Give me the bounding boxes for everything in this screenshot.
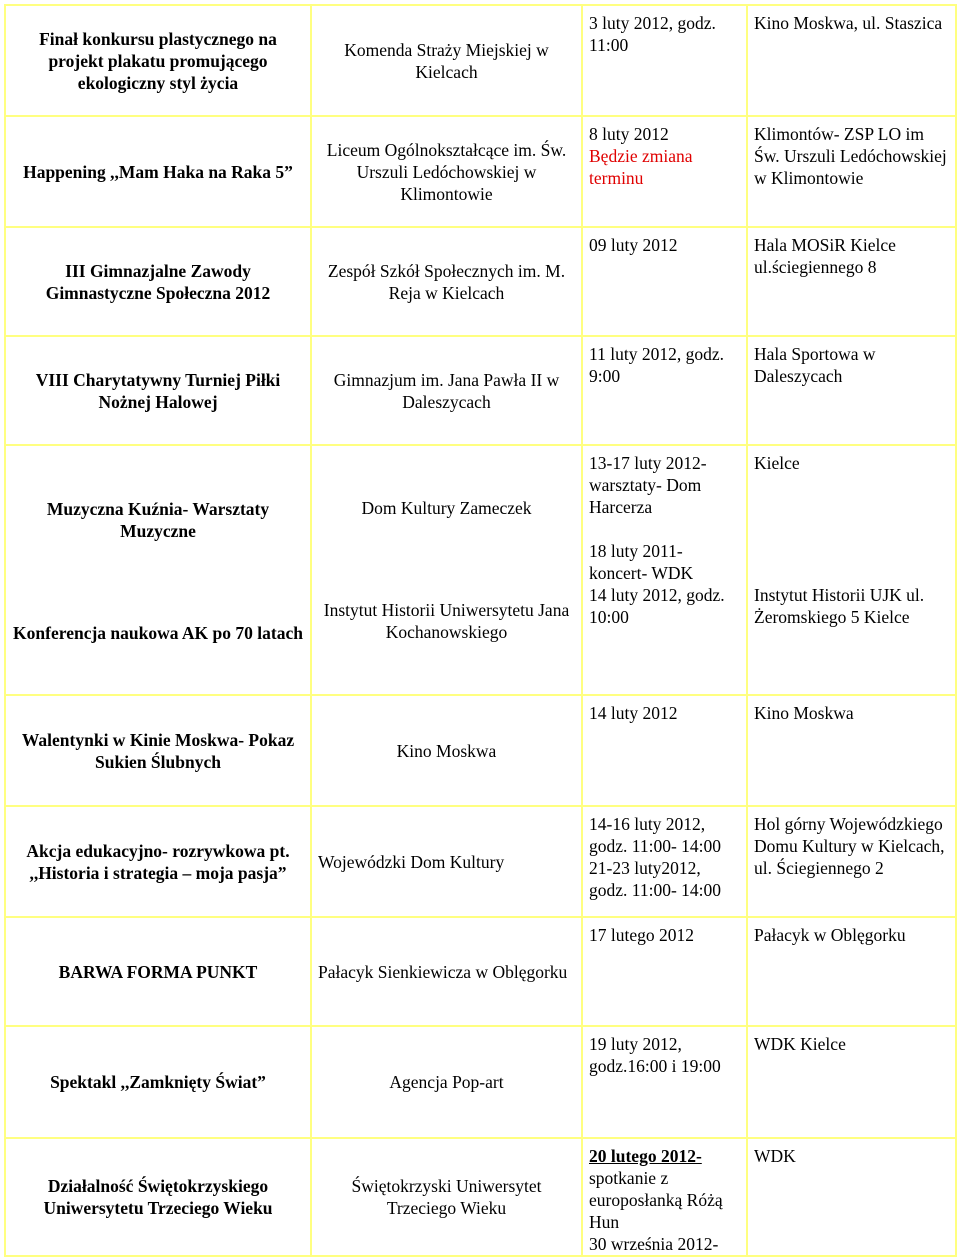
place-cell: Hol górny Wojewódzkiego Domu Kultury w Kielcach, ul. Ściegiennego 2 [747, 806, 956, 917]
organizer-cell: Świętokrzyski Uniwersytet Trzeciego Wieku [311, 1138, 582, 1256]
organizer-cell: Zespół Szkół Społecznych im. M. Reja w Kielcach [311, 227, 582, 336]
place-cell: Kino Moskwa [747, 695, 956, 806]
date-cell: 09 luty 2012 [582, 227, 747, 336]
organizer-cell: Gimnazjum im. Jana Pawła II w Daleszycach [311, 336, 582, 445]
place-cell: Kino Moskwa, ul. Staszica [747, 5, 956, 116]
table-row [5, 336, 956, 445]
events-table [4, 4, 957, 1257]
organizer-cell [311, 445, 582, 695]
place-cell: WDK Kielce [747, 1026, 956, 1138]
event-name-cell: Walentynki w Kinie Moskwa- Pokaz Sukien Ślubnych [5, 695, 311, 806]
date-cell [582, 1138, 747, 1256]
table-row [5, 695, 956, 806]
organizer-cell: Kino Moskwa [311, 695, 582, 806]
place-b: Instytut Historii UJK ul. Żeromskiego 5 Kielce [754, 585, 925, 627]
organizer-cell: Liceum Ogólnokształcące im. Św. Urszuli Ledóchowskiej w Klimontowie [311, 116, 582, 227]
date-c: 30 września 2012- [589, 1234, 719, 1254]
date-cell [582, 116, 747, 227]
table-row [5, 806, 956, 917]
table-row [5, 1026, 956, 1138]
place-cell [747, 445, 956, 695]
table-row [5, 227, 956, 336]
place-cell: Hala MOSiR Kielce ul.ściegiennego 8 [747, 227, 956, 336]
date-text: 8 luty 2012 [589, 124, 669, 144]
place-cell: Pałacyk w Oblęgorku [747, 917, 956, 1026]
date-cell: 17 lutego 2012 [582, 917, 747, 1026]
table-row [5, 445, 956, 695]
event-name-a: Muzyczna Kuźnia- Warsztaty Muzyczne [46, 499, 270, 541]
table-row [5, 917, 956, 1026]
date-cell: 3 luty 2012, godz. 11:00 [582, 5, 747, 116]
date-change-note: Będzie zmiana terminu [589, 146, 693, 188]
event-name-cell: III Gimnazjalne Zawody Gimnastyczne Społeczna 2012 [5, 227, 311, 336]
date-cell: 11 luty 2012, godz. 9:00 [582, 336, 747, 445]
organizer-cell: Pałacyk Sienkiewicza w Oblęgorku [311, 917, 582, 1026]
date-a: 20 lutego 2012- [589, 1146, 702, 1166]
organizer-cell: Komenda Straży Miejskiej w Kielcach [311, 5, 582, 116]
place-cell: Klimontów- ZSP LO im Św. Urszuli Ledóchowskiej w Klimontowie [747, 116, 956, 227]
date-cell: 14 luty 2012 [582, 695, 747, 806]
organizer-a: Dom Kultury Zameczek [361, 498, 532, 518]
event-name-cell: Finał konkursu plastycznego na projekt plakatu promującego ekologiczny styl życia [5, 5, 311, 116]
organizer-b: Instytut Historii Uniwersytetu Jana Kochanowskiego [323, 600, 570, 642]
date-b: 21-23 luty2012, godz. 11:00- 14:00 [589, 858, 722, 900]
table-row [5, 116, 956, 227]
date-a: 13-17 luty 2012- warsztaty- Dom Harcerza [589, 453, 707, 517]
event-name-cell: Happening ,,Mam Haka na Raka 5” [5, 116, 311, 227]
event-name-b: Konferencja naukowa AK po 70 latach [13, 623, 303, 643]
table-row [5, 5, 956, 116]
date-c: 14 luty 2012, godz. 10:00 [589, 585, 725, 627]
date-b: 18 luty 2011- koncert- WDK [589, 541, 694, 583]
organizer-cell: Wojewódzki Dom Kultury [311, 806, 582, 917]
event-name-cell [5, 445, 311, 695]
event-name-cell: BARWA FORMA PUNKT [5, 917, 311, 1026]
date-cell: 19 luty 2012, godz.16:00 i 19:00 [582, 1026, 747, 1138]
event-name-cell: VIII Charytatywny Turniej Piłki Nożnej Halowej [5, 336, 311, 445]
table-row [5, 1138, 956, 1256]
place-cell: Hala Sportowa w Daleszycach [747, 336, 956, 445]
organizer-cell: Agencja Pop-art [311, 1026, 582, 1138]
event-name-cell: Działalność Świętokrzyskiego Uniwersytetu Trzeciego Wieku [5, 1138, 311, 1256]
place-a: Kielce [754, 453, 800, 473]
place-cell: WDK [747, 1138, 956, 1256]
event-name-cell: Spektakl ,,Zamknięty Świat” [5, 1026, 311, 1138]
event-name-cell: Akcja edukacyjno- rozrywkowa pt. ,,Historia i strategia – moja pasja” [5, 806, 311, 917]
date-cell [582, 806, 747, 917]
date-a: 14-16 luty 2012, godz. 11:00- 14:00 [589, 814, 722, 856]
date-cell [582, 445, 747, 695]
date-b: spotkanie z europosłanką Różą Hun [589, 1168, 723, 1232]
